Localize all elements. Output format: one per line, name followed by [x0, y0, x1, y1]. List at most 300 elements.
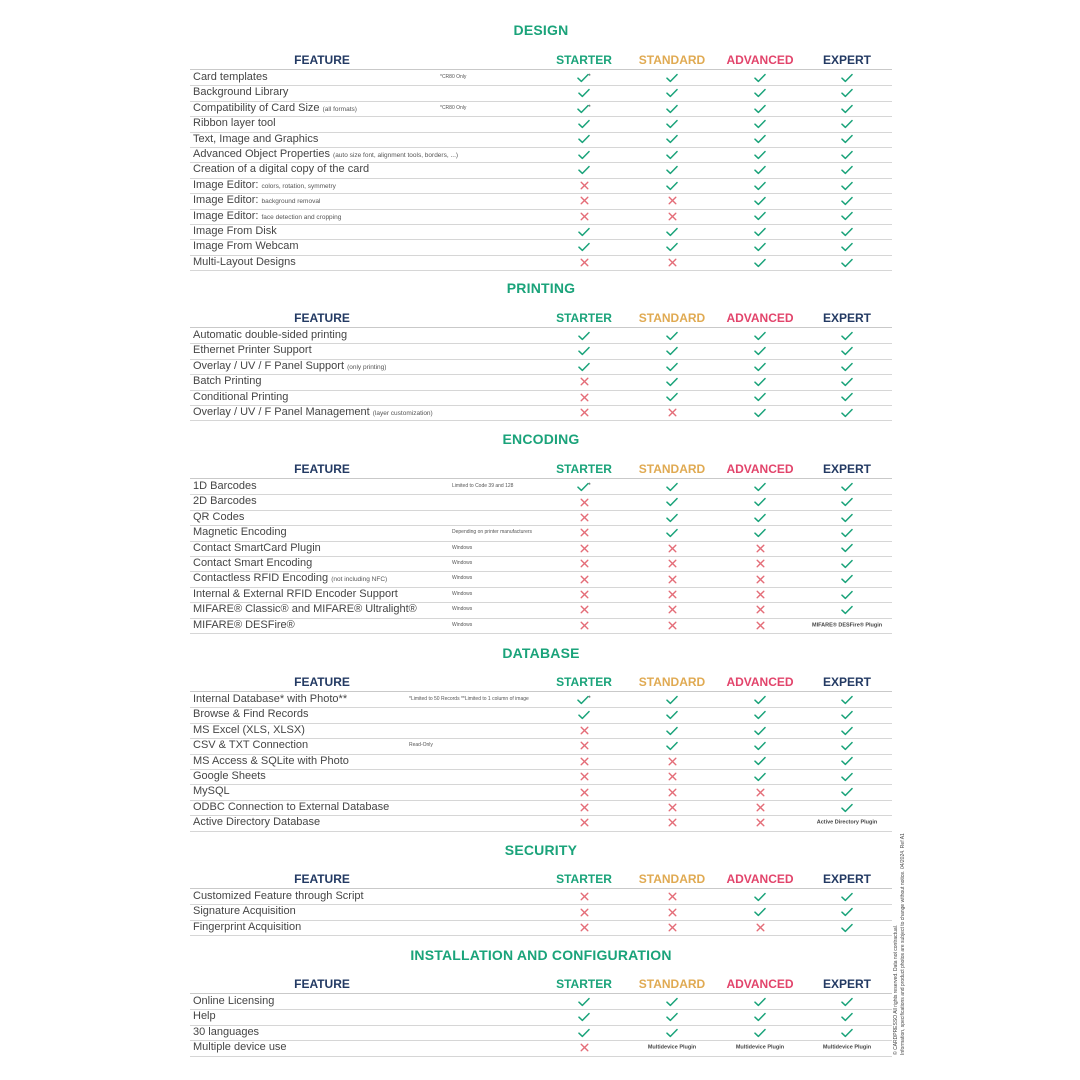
feature-name: Image From Disk: [193, 225, 277, 237]
cross-icon: [580, 528, 589, 537]
cell-advanced: [725, 738, 795, 753]
feature-label: [193, 785, 230, 798]
table-row: [190, 1040, 892, 1056]
table-row: [190, 162, 892, 178]
cell-standard: [637, 162, 707, 177]
cell-expert: [812, 239, 882, 254]
check-icon: [754, 134, 766, 144]
check-icon: [578, 1028, 590, 1038]
cell-advanced: [725, 209, 795, 224]
table-row: [190, 390, 892, 406]
feature-name: Contact Smart Encoding: [193, 557, 313, 569]
feature-label: [193, 1041, 287, 1054]
feature-label: [193, 739, 308, 752]
feature-label: [193, 225, 277, 238]
cell-expert: [812, 132, 882, 147]
feature-name: Ethernet Printer Support: [193, 344, 312, 357]
check-icon: [841, 695, 853, 705]
check-icon: [841, 756, 853, 766]
cell-starter: [549, 571, 619, 586]
cell-expert: [812, 390, 882, 405]
cell-standard: [637, 994, 707, 1009]
table-row: [190, 800, 892, 816]
cross-icon: [668, 923, 677, 932]
cell-standard: [637, 510, 707, 525]
cell-expert: [812, 738, 882, 753]
cross-icon: [668, 196, 677, 205]
table-row: [190, 1025, 892, 1041]
cell-advanced: [725, 784, 795, 799]
feature-label: [193, 770, 266, 783]
check-icon: [754, 227, 766, 237]
table-row: [190, 70, 892, 86]
cell-advanced: [725, 723, 795, 738]
feature-label: [193, 240, 299, 253]
plugin-label: Active Directory Plugin: [816, 819, 878, 826]
cell-expert: [812, 255, 882, 270]
check-icon: [666, 482, 678, 492]
header-advanced: ADVANCED: [726, 675, 794, 689]
cell-standard: [637, 209, 707, 224]
header-expert: EXPERT: [822, 462, 871, 476]
check-icon: [754, 242, 766, 252]
cell-starter: [549, 116, 619, 131]
cell-advanced: [725, 224, 795, 239]
cell-starter: [549, 510, 619, 525]
cross-icon: [580, 1043, 589, 1052]
cell-advanced: [725, 328, 795, 343]
check-icon: [666, 695, 678, 705]
feature-label: [193, 693, 347, 706]
table-row: [190, 784, 892, 800]
check-icon: [754, 408, 766, 418]
table-row: [190, 738, 892, 754]
table-row: [190, 904, 892, 920]
cell-advanced: [725, 994, 795, 1009]
feature-name: Conditional Printing: [193, 390, 289, 403]
cross-icon: [580, 196, 589, 205]
cross-icon: [580, 892, 589, 901]
feature-name: 2D Barcodes: [193, 495, 257, 508]
cross-icon: [756, 923, 765, 932]
cross-icon: [756, 590, 765, 599]
feature-note: Windows: [452, 606, 473, 613]
cell-expert: [812, 70, 882, 85]
feature-label: [193, 890, 364, 903]
cell-advanced: [725, 390, 795, 405]
cell-standard: [637, 571, 707, 586]
feature-note: Depending on printer manufacturers: [452, 529, 533, 536]
check-icon: [841, 392, 853, 402]
feature-label: [193, 495, 257, 508]
table-row: [190, 178, 892, 194]
check-icon: [578, 134, 590, 144]
cell-starter: [549, 239, 619, 254]
cell-advanced: [725, 374, 795, 389]
header-starter: STARTER: [556, 675, 612, 689]
check-icon: [841, 196, 853, 206]
check-icon: [841, 482, 853, 492]
cross-icon: [756, 559, 765, 568]
cross-icon: [580, 757, 589, 766]
check-icon: [666, 88, 678, 98]
check-icon: [666, 150, 678, 160]
cell-standard: [637, 784, 707, 799]
check-icon: [754, 73, 766, 83]
feature-label: [193, 344, 312, 357]
cell-starter: [549, 541, 619, 556]
check-icon: [841, 803, 853, 813]
check-icon: [578, 710, 590, 720]
cell-expert: [812, 784, 882, 799]
check-icon: [754, 331, 766, 341]
check-icon: [754, 150, 766, 160]
cell-expert: [812, 224, 882, 239]
feature-detail: (auto size font, alignment tools, borders, ...): [333, 152, 459, 159]
cell-starter: [549, 1025, 619, 1040]
cell-starter: [549, 525, 619, 540]
cell-advanced: [725, 193, 795, 208]
check-icon: [578, 242, 590, 252]
table-row: [190, 556, 892, 572]
check-icon: [754, 907, 766, 917]
cross-icon: [580, 908, 589, 917]
header-expert: EXPERT: [822, 53, 871, 67]
cell-expert: [812, 754, 882, 769]
cross-icon: [756, 605, 765, 614]
feature-note: *Limited to 50 Records **Limited to 1 column of image: [409, 696, 529, 702]
check-icon: [578, 150, 590, 160]
feature-label: [193, 102, 357, 116]
header-feature: FEATURE: [294, 311, 350, 325]
cross-icon: [668, 559, 677, 568]
feature-label: [193, 619, 295, 632]
table-row: [190, 374, 892, 390]
feature-label: [193, 117, 276, 130]
cross-icon: [668, 258, 677, 267]
cell-advanced: [725, 479, 795, 494]
check-icon: [754, 741, 766, 751]
table-row: [190, 101, 892, 117]
cell-standard: [637, 147, 707, 162]
feature-name: Image From Webcam: [193, 240, 299, 253]
check-icon: [841, 590, 853, 600]
cell-expert: [812, 193, 882, 208]
feature-name: Image Editor:: [193, 194, 259, 207]
feature-label: [193, 71, 268, 84]
cell-starter: [549, 85, 619, 100]
header-starter: STARTER: [556, 311, 612, 325]
feature-name: CSV & TXT Connection: [193, 739, 309, 752]
cross-icon: [580, 605, 589, 614]
cell-advanced: [725, 343, 795, 358]
feature-name: Creation of a digital copy of the card: [193, 163, 370, 176]
cell-starter: [549, 618, 619, 633]
check-icon: [841, 528, 853, 538]
check-icon: [841, 923, 853, 933]
cross-icon: [668, 908, 677, 917]
cell-expert: [812, 541, 882, 556]
cross-icon: [668, 818, 677, 827]
cross-icon: [580, 575, 589, 584]
feature-note: *CR80 Only: [440, 104, 467, 111]
cross-icon: [580, 772, 589, 781]
check-icon: [666, 104, 678, 114]
header-expert: EXPERT: [822, 872, 871, 886]
cell-expert: [812, 343, 882, 358]
cell-advanced: [725, 769, 795, 784]
cell-starter: [549, 994, 619, 1009]
check-icon: [666, 997, 678, 1007]
cell-advanced: [725, 359, 795, 374]
check-icon: [754, 1012, 766, 1022]
header-standard: STANDARD: [638, 53, 706, 67]
feature-name: Contactless RFID Encoding: [193, 572, 329, 585]
cell-advanced: [725, 494, 795, 509]
feature-name: Internal & External RFID Encoder Support: [193, 587, 398, 600]
cell-starter: [549, 920, 619, 935]
cell-starter: [549, 162, 619, 177]
feature-note: Windows: [452, 575, 473, 582]
cell-starter: [549, 692, 619, 707]
feature-label: [193, 391, 288, 404]
check-icon: [666, 242, 678, 252]
header-feature: FEATURE: [294, 977, 350, 991]
cross-icon: [580, 788, 589, 797]
section-title-design: DESIGN: [513, 22, 569, 38]
header-advanced: ADVANCED: [726, 53, 794, 67]
cell-expert: [812, 994, 882, 1009]
cell-standard: [637, 390, 707, 405]
check-icon: [578, 227, 590, 237]
cell-advanced: [725, 239, 795, 254]
footnote-asterisk: *: [588, 696, 591, 702]
header-expert: EXPERT: [822, 675, 871, 689]
check-icon: [578, 362, 590, 372]
table-row: [190, 707, 892, 723]
header-advanced: ADVANCED: [726, 872, 794, 886]
check-icon: [666, 362, 678, 372]
feature-name: Internal Database* with Photo**: [193, 693, 348, 705]
cell-standard: [637, 618, 707, 633]
legal-notice: [893, 765, 906, 1055]
cell-starter: [549, 405, 619, 420]
check-icon: [666, 331, 678, 341]
cell-advanced: [725, 1040, 795, 1055]
feature-name: Google Sheets: [193, 770, 266, 782]
table-row: [190, 209, 892, 225]
cell-starter: [549, 178, 619, 193]
feature-name: Multi-Layout Designs: [193, 255, 296, 268]
check-icon: [754, 513, 766, 523]
check-icon: [841, 605, 853, 615]
cell-standard: [637, 85, 707, 100]
feature-label: [193, 1010, 216, 1023]
cell-standard: [637, 525, 707, 540]
check-icon: [841, 513, 853, 523]
cell-starter: [549, 193, 619, 208]
feature-name: MySQL: [193, 785, 230, 798]
feature-name: MIFARE® Classic® and MIFARE® Ultralight®: [193, 603, 417, 616]
check-icon: [754, 258, 766, 268]
feature-name: Browse & Find Records: [193, 708, 309, 721]
check-icon: [841, 227, 853, 237]
check-icon: [754, 104, 766, 114]
check-icon: [578, 331, 590, 341]
cross-icon: [580, 513, 589, 522]
table-header: [190, 872, 892, 888]
cell-starter: [549, 101, 619, 116]
cell-starter: [549, 815, 619, 830]
check-icon: [754, 528, 766, 538]
table-row: [190, 723, 892, 739]
cell-expert: [812, 800, 882, 815]
check-icon: [841, 574, 853, 584]
section-title-encoding: ENCODING: [502, 431, 580, 447]
check-icon: [578, 88, 590, 98]
table-row: [190, 769, 892, 785]
check-icon: [578, 997, 590, 1007]
plugin-label: Multidevice Plugin: [647, 1044, 697, 1051]
cell-expert: [812, 904, 882, 919]
feature-label: [193, 572, 387, 586]
cell-starter: [549, 738, 619, 753]
feature-name: Batch Printing: [193, 375, 262, 388]
cross-icon: [668, 772, 677, 781]
cell-expert: [812, 494, 882, 509]
cross-icon: [668, 892, 677, 901]
cell-advanced: [725, 510, 795, 525]
feature-label: [193, 511, 244, 524]
cross-icon: [580, 498, 589, 507]
cross-icon: [580, 559, 589, 568]
feature-detail: (only printing): [347, 363, 387, 371]
check-icon: [754, 346, 766, 356]
feature-name: 1D Barcodes: [193, 480, 257, 492]
cell-starter: [549, 132, 619, 147]
cell-standard: [637, 255, 707, 270]
feature-note: Windows: [452, 544, 473, 551]
cell-advanced: [725, 101, 795, 116]
feature-note: Limited to Code 39 and 128: [452, 483, 514, 489]
check-icon: [841, 741, 853, 751]
feature-detail: face detection and cropping: [261, 213, 342, 221]
table-row: [190, 587, 892, 603]
cell-standard: [637, 754, 707, 769]
cross-icon: [756, 575, 765, 584]
table-row: [190, 193, 892, 209]
check-icon: [666, 119, 678, 129]
check-icon: [666, 165, 678, 175]
check-icon: [666, 1012, 678, 1022]
feature-label: [193, 163, 369, 176]
feature-detail: (layer customization): [372, 410, 433, 417]
cell-starter: [549, 769, 619, 784]
cross-icon: [580, 741, 589, 750]
check-icon: [841, 377, 853, 387]
cell-expert: [812, 162, 882, 177]
check-icon: [666, 513, 678, 523]
cell-advanced: [725, 889, 795, 904]
feature-label: [193, 526, 287, 539]
cell-advanced: [725, 618, 795, 633]
check-icon: [754, 892, 766, 902]
feature-label: [193, 708, 309, 721]
feature-label: [193, 995, 274, 1008]
legal-line-2: Information, specifications and product photos are subject to change without notice. 04/2024. Ref A1: [899, 833, 906, 1055]
table-row: [190, 1009, 892, 1025]
cross-icon: [668, 212, 677, 221]
check-icon: [754, 482, 766, 492]
cross-icon: [580, 377, 589, 386]
cell-advanced: [725, 405, 795, 420]
feature-label: [193, 557, 312, 570]
cross-icon: [580, 621, 589, 630]
cell-standard: [637, 723, 707, 738]
feature-detail: (all formats): [322, 105, 357, 113]
cross-icon: [668, 408, 677, 417]
cell-standard: [637, 343, 707, 358]
cell-starter: [549, 602, 619, 617]
table-row: [190, 920, 892, 936]
cell-standard: [637, 889, 707, 904]
cell-starter: [549, 587, 619, 602]
feature-name: Online Licensing: [193, 995, 275, 1007]
feature-name: Multiple device use: [193, 1041, 287, 1054]
feature-label: [193, 148, 458, 162]
check-icon: [754, 181, 766, 191]
feature-note: *CR80 Only: [440, 74, 467, 80]
feature-label: [193, 375, 261, 388]
table-row: [190, 405, 892, 421]
header-starter: STARTER: [556, 462, 612, 476]
cell-expert: [812, 374, 882, 389]
check-icon: [841, 150, 853, 160]
table-row: [190, 116, 892, 132]
check-icon: [754, 1028, 766, 1038]
table-row: [190, 343, 892, 359]
header-expert: EXPERT: [822, 311, 871, 325]
cell-expert: [812, 116, 882, 131]
table-row: [190, 328, 892, 344]
cell-standard: [637, 541, 707, 556]
cell-advanced: [725, 70, 795, 85]
cell-standard: [637, 1009, 707, 1024]
cell-advanced: [725, 147, 795, 162]
cell-standard: [637, 116, 707, 131]
check-icon: [841, 134, 853, 144]
cell-advanced: [725, 132, 795, 147]
check-icon: [754, 165, 766, 175]
cell-standard: [637, 692, 707, 707]
feature-label: [193, 480, 257, 493]
check-icon: [841, 331, 853, 341]
table-row: [190, 224, 892, 240]
cell-expert: [812, 101, 882, 116]
check-icon: [666, 741, 678, 751]
section-title-database: DATABASE: [502, 645, 580, 661]
feature-label: [193, 905, 296, 918]
check-icon: [841, 362, 853, 372]
feature-label: [193, 542, 321, 555]
cell-expert: [812, 920, 882, 935]
table-row: [190, 239, 892, 255]
table-row: [190, 479, 892, 495]
table-row: [190, 359, 892, 375]
cell-expert: [812, 587, 882, 602]
check-icon: [666, 1028, 678, 1038]
cell-starter: [549, 784, 619, 799]
